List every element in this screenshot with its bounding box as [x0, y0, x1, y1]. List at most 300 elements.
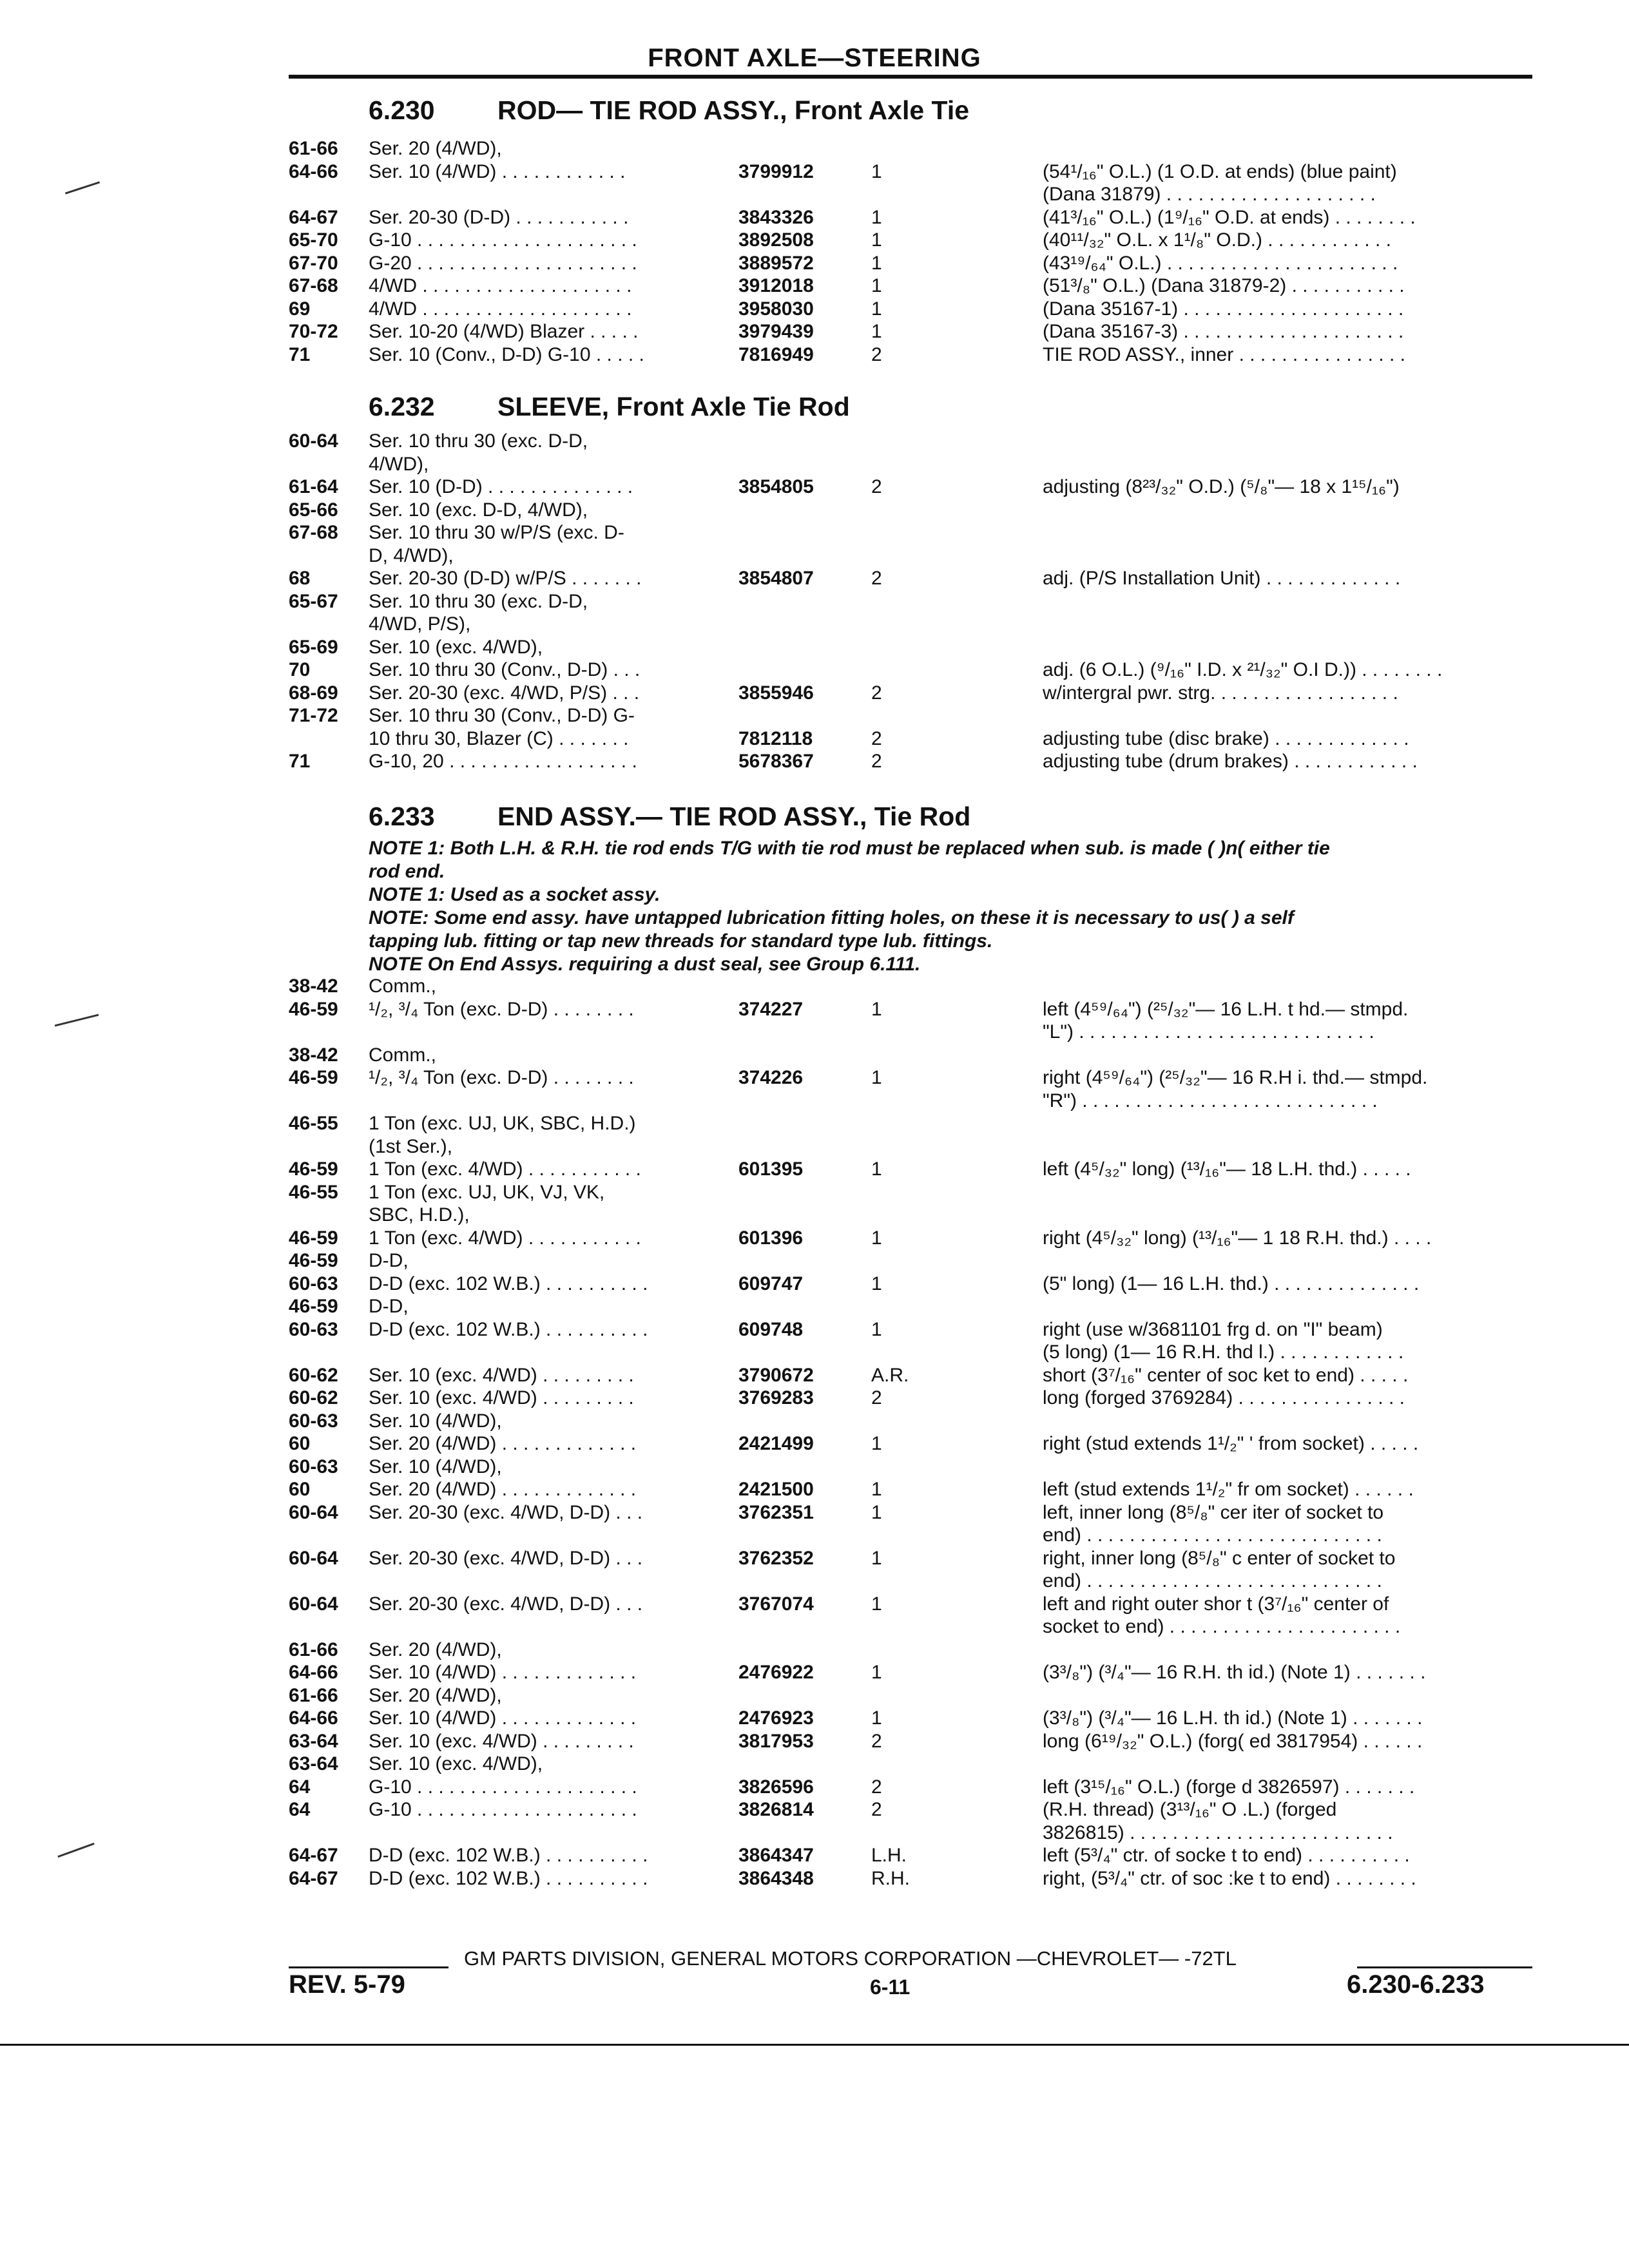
row-remarks: (R.H. thread) (3¹³/₁₆" O .L.) (forged: [1043, 1799, 1337, 1820]
row-remarks: "L") . . . . . . . . . . . . . . . . . . . . . . . . . . . .: [1043, 1021, 1374, 1043]
row-years: 64: [289, 1799, 311, 1820]
table-row: [0, 430, 1629, 454]
row-quantity: 1: [871, 1433, 882, 1454]
row-years: 71-72: [289, 705, 338, 726]
row-part-number: 3912018: [738, 275, 814, 296]
row-years: 67-68: [289, 275, 338, 296]
row-description: 4/WD),: [369, 453, 429, 475]
table-row: [0, 1341, 1629, 1365]
row-years: 64-66: [289, 160, 338, 182]
table-row: [0, 184, 1629, 207]
row-years: 64-67: [289, 1867, 338, 1889]
row-years: 60-63: [289, 1318, 338, 1340]
row-description: Ser. 20-30 (exc. 4/WD, P/S) . . .: [369, 682, 640, 704]
table-row: [0, 1845, 1629, 1868]
row-years: 61-66: [289, 138, 338, 159]
table-row: [0, 161, 1629, 184]
table-row: [0, 1502, 1629, 1525]
row-description: Ser. 10 thru 30 (Conv., D-D) . . .: [369, 659, 641, 680]
row-description: Ser. 20 (4/WD),: [369, 1684, 502, 1706]
row-remarks: (3³/₈") (³/₄"— 16 L.H. th id.) (Note 1) . . . . . . .: [1043, 1707, 1423, 1729]
row-quantity: 2: [871, 751, 882, 772]
row-years: 61-66: [289, 1639, 338, 1660]
section-heading-6-230: [369, 95, 969, 126]
row-years: 67-70: [289, 252, 338, 274]
table-row: [0, 253, 1629, 276]
row-years: 64-66: [289, 1662, 338, 1683]
row-remarks: adj. (P/S Installation Unit) . . . . . . . . . . . . .: [1043, 568, 1401, 589]
row-part-number: 2421499: [738, 1433, 814, 1454]
section-heading-6-233: [369, 802, 970, 832]
row-remarks: (40¹¹/₃₂" O.L. x 1¹/₈" O.D.) . . . . . . . . . . . .: [1043, 229, 1392, 251]
row-years: 65-70: [289, 229, 338, 251]
row-description: Ser. 10 (D-D) . . . . . . . . . . . . . .: [369, 476, 633, 497]
section-heading-6-232: [369, 392, 850, 422]
row-part-number: 3889572: [738, 252, 814, 274]
row-years: 46-59: [289, 998, 338, 1020]
row-description: Ser. 20-30 (exc. 4/WD, D-D) . . .: [369, 1593, 643, 1615]
table-row: [0, 476, 1629, 499]
row-quantity: 1: [871, 1662, 882, 1683]
row-years: 60-64: [289, 1593, 338, 1615]
row-remarks: (5" long) (1— 16 L.H. thd.) . . . . . . . . . . . . . .: [1043, 1273, 1420, 1294]
row-quantity: 1: [871, 229, 882, 251]
row-part-number: 3767074: [738, 1593, 814, 1615]
row-part-number: 374226: [738, 1067, 804, 1088]
table-row: [0, 1753, 1629, 1776]
row-remarks: end) . . . . . . . . . . . . . . . . . . . . . . . . . . . .: [1043, 1570, 1382, 1591]
table-row: [0, 138, 1629, 161]
row-remarks: "R") . . . . . . . . . . . . . . . . . . . . . . . . . . . .: [1043, 1090, 1378, 1111]
row-description: Comm.,: [369, 1044, 436, 1066]
row-years: 67-68: [289, 522, 338, 543]
table-row: [0, 1090, 1629, 1113]
row-remarks: right (stud extends 1¹/₂" ' from socket) . . . . .: [1043, 1433, 1419, 1454]
row-years: 38-42: [289, 1044, 338, 1066]
row-remarks: right, (5³/₄" ctr. of soc :ke t to end) . . . . . . . .: [1043, 1867, 1416, 1889]
row-part-number: 374227: [738, 998, 804, 1020]
table-row: [0, 999, 1629, 1022]
row-description: Comm.,: [369, 975, 436, 997]
row-years: 64-66: [289, 1707, 338, 1729]
row-part-number: 601396: [738, 1227, 804, 1249]
row-remarks: left (3¹⁵/₁₆" O.L.) (forge d 3826597) . . . . . . .: [1043, 1776, 1415, 1798]
row-years: 69: [289, 298, 311, 320]
row-description: G-10, 20 . . . . . . . . . . . . . . . . . .: [369, 751, 637, 772]
row-remarks: adj. (6 O.L.) (⁹/₁₆" I.D. x ²¹/₃₂" O.I D.)) . . . . . . . .: [1043, 659, 1443, 680]
row-description: Ser. 10 (4/WD) . . . . . . . . . . . . .: [369, 1707, 637, 1729]
row-remarks: (3³/₈") (³/₄"— 16 R.H. th id.) (Note 1) . . . . . . .: [1043, 1662, 1426, 1683]
row-years: 60-62: [289, 1387, 338, 1408]
row-remarks: left (4⁵⁹/₆₄") (²⁵/₃₂"— 16 L.H. t hd.— stmpd.: [1043, 998, 1409, 1020]
row-part-number: 609747: [738, 1273, 804, 1294]
table-row: [0, 1158, 1629, 1182]
row-remarks: (5 long) (1— 16 R.H. thd l.) . . . . . . . . . . . .: [1043, 1341, 1404, 1363]
footer-rule-right: [1357, 1966, 1532, 1968]
section-number: 6.230: [369, 95, 435, 125]
row-description: Ser. 10 thru 30 (Conv., D-D) G-: [369, 705, 635, 726]
row-part-number: 3769283: [738, 1387, 814, 1408]
row-description: Ser. 10 thru 30 (exc. D-D,: [369, 590, 588, 612]
row-description: Ser. 20 (4/WD) . . . . . . . . . . . . .: [369, 1479, 637, 1500]
row-description: D-D (exc. 102 W.B.) . . . . . . . . . .: [369, 1273, 648, 1294]
row-quantity: 1: [871, 1593, 882, 1615]
table-row: [0, 751, 1629, 774]
row-remarks: left, inner long (8⁵/₈" cer iter of socket to: [1043, 1501, 1384, 1523]
table-row: [0, 1136, 1629, 1159]
row-part-number: 7812118: [738, 727, 813, 749]
row-remarks: (Dana 31879) . . . . . . . . . . . . . . . . . . . .: [1043, 184, 1376, 205]
row-quantity: 1: [871, 1707, 882, 1729]
table-row: [0, 659, 1629, 682]
row-remarks: long (6¹⁹/₃₂" O.L.) (forg( ed 3817954) . . . . . .: [1043, 1730, 1423, 1752]
row-description: Ser. 20 (4/WD),: [369, 138, 502, 159]
row-years: 38-42: [289, 975, 338, 997]
row-description: Ser. 20 (4/WD) . . . . . . . . . . . . .: [369, 1433, 637, 1454]
section-note: NOTE 1: Used as a socket assy.: [369, 884, 660, 905]
row-quantity: 1: [871, 1158, 882, 1180]
row-description: 4/WD, P/S),: [369, 613, 471, 635]
table-row: [0, 705, 1629, 728]
row-description: Ser. 20-30 (exc. 4/WD, D-D) . . .: [369, 1547, 643, 1569]
row-description: 4/WD . . . . . . . . . . . . . . . . . . . .: [369, 298, 632, 320]
row-description: 4/WD . . . . . . . . . . . . . . . . . . . .: [369, 275, 632, 296]
row-description: G-20 . . . . . . . . . . . . . . . . . . . . .: [369, 252, 637, 274]
row-part-number: 3864348: [738, 1867, 814, 1889]
row-years: 46-55: [289, 1113, 338, 1134]
row-remarks: left (5³/₄" ctr. of socke t to end) . . . . . . . . . .: [1043, 1845, 1410, 1866]
row-years: 60: [289, 1433, 311, 1454]
row-years: 60-63: [289, 1273, 338, 1294]
table-row: [0, 1067, 1629, 1090]
table-row: [0, 1204, 1629, 1227]
table-row: [0, 1524, 1629, 1548]
row-remarks: short (3⁷/₁₆" center of soc ket to end) . . . . .: [1043, 1364, 1409, 1386]
row-years: 60-64: [289, 1501, 338, 1523]
row-quantity: 1: [871, 206, 882, 228]
row-years: 64: [289, 1776, 311, 1798]
row-quantity: 2: [871, 1799, 882, 1820]
row-part-number: 3979439: [738, 321, 814, 342]
row-part-number: 3958030: [738, 298, 814, 320]
row-years: 60-63: [289, 1456, 338, 1477]
row-quantity: 2: [871, 1730, 882, 1752]
row-description: 1 Ton (exc. 4/WD) . . . . . . . . . . .: [369, 1158, 641, 1180]
row-description: G-10 . . . . . . . . . . . . . . . . . . . . .: [369, 1776, 637, 1798]
table-row: [0, 1822, 1629, 1845]
row-remarks: left (4⁵/₃₂" long) (¹³/₁₆"— 18 L.H. thd.) . . . . .: [1043, 1158, 1411, 1180]
table-row: [0, 1868, 1629, 1891]
row-part-number: 3864347: [738, 1845, 814, 1866]
row-quantity: 2: [871, 1387, 882, 1408]
table-row: [0, 1707, 1629, 1731]
row-remarks: left and right outer shor t (3⁷/₁₆" center of: [1043, 1593, 1389, 1615]
footer-publisher: GM PARTS DIVISION, GENERAL MOTORS CORPORATION —CHEVROLET— -72TL: [464, 1947, 1237, 1970]
row-quantity: 1: [871, 1067, 882, 1088]
row-description: Ser. 10 thru 30 (exc. D-D,: [369, 430, 588, 452]
table-row: [0, 1387, 1629, 1410]
row-part-number: 7816949: [738, 343, 814, 365]
table-row: [0, 1296, 1629, 1319]
row-years: 65-69: [289, 636, 338, 658]
table-row: [0, 1548, 1629, 1571]
row-description: Ser. 10 thru 30 w/P/S (exc. D-: [369, 522, 624, 543]
row-quantity: 1: [871, 1479, 882, 1500]
row-quantity: 1: [871, 1547, 882, 1569]
row-description: Ser. 20-30 (D-D) w/P/S . . . . . . .: [369, 568, 642, 589]
row-years: 61-64: [289, 476, 338, 497]
row-part-number: 3855946: [738, 682, 814, 704]
table-row: [0, 1182, 1629, 1205]
row-quantity: 1: [871, 1318, 882, 1340]
row-description: Ser. 10 (4/WD),: [369, 1410, 502, 1432]
row-quantity: A.R.: [871, 1364, 909, 1386]
row-years: 61-66: [289, 1684, 338, 1706]
section-number: 6.232: [369, 392, 435, 421]
row-description: ¹/₂, ³/₄ Ton (exc. D-D) . . . . . . . .: [369, 1067, 634, 1088]
row-years: 68: [289, 568, 311, 589]
row-years: 46-55: [289, 1181, 338, 1203]
row-remarks: TIE ROD ASSY., inner . . . . . . . . . . . . . . . .: [1043, 343, 1405, 365]
table-row: [0, 1227, 1629, 1251]
table-row: [0, 1021, 1629, 1044]
row-description: D-D,: [369, 1250, 409, 1271]
table-row: [0, 1616, 1629, 1639]
row-quantity: L.H.: [871, 1845, 907, 1866]
row-part-number: 609748: [738, 1318, 804, 1340]
table-row: [0, 1639, 1629, 1662]
row-part-number: 3762352: [738, 1547, 814, 1569]
row-description: Ser. 10 (4/WD) . . . . . . . . . . . .: [369, 160, 626, 182]
section-title: SLEEVE, Front Axle Tie Rod: [497, 392, 850, 421]
row-description: 1 Ton (exc. UJ, UK, SBC, H.D.): [369, 1113, 636, 1134]
row-remarks: w/intergral pwr. strg. . . . . . . . . . . . . . . . . .: [1043, 682, 1398, 704]
row-description: Ser. 10 (4/WD) . . . . . . . . . . . . .: [369, 1662, 637, 1683]
table-row: [0, 975, 1629, 999]
footer-revision: REV. 5-79: [289, 1970, 405, 1999]
row-years: 60-62: [289, 1364, 338, 1386]
row-years: 64-67: [289, 1845, 338, 1866]
row-quantity: 1: [871, 321, 882, 342]
footer-page-number: 6-11: [870, 1975, 911, 1999]
row-remarks: socket to end) . . . . . . . . . . . . . . . . . . . . . .: [1043, 1616, 1401, 1637]
table-row: [0, 1433, 1629, 1456]
footer-rule-left: [289, 1966, 448, 1968]
row-years: 46-59: [289, 1158, 338, 1180]
row-part-number: 2476923: [738, 1707, 814, 1729]
row-remarks: (54¹/₁₆" O.L.) (1 O.D. at ends) (blue paint): [1043, 160, 1397, 182]
row-part-number: 3817953: [738, 1730, 814, 1752]
row-description: D-D (exc. 102 W.B.) . . . . . . . . . .: [369, 1318, 648, 1340]
row-description: Ser. 10 (exc. 4/WD) . . . . . . . . .: [369, 1387, 634, 1408]
row-years: 64-67: [289, 206, 338, 228]
row-description: D-D (exc. 102 W.B.) . . . . . . . . . .: [369, 1867, 648, 1889]
row-part-number: 3854805: [738, 476, 814, 497]
row-years: 71: [289, 343, 311, 365]
row-quantity: 2: [871, 476, 882, 497]
table-row: [0, 682, 1629, 706]
table-row: [0, 275, 1629, 298]
table-row: [0, 1685, 1629, 1708]
row-years: 70: [289, 659, 311, 680]
row-description: 1 Ton (exc. 4/WD) . . . . . . . . . . .: [369, 1227, 641, 1249]
table-row: [0, 728, 1629, 751]
row-years: 68-69: [289, 682, 338, 704]
row-years: 60-64: [289, 1547, 338, 1569]
row-remarks: end) . . . . . . . . . . . . . . . . . . . . . . . . . . . .: [1043, 1524, 1382, 1546]
row-description: G-10 . . . . . . . . . . . . . . . . . . . . .: [369, 1799, 637, 1820]
row-description: Ser. 10 (Conv., D-D) G-10 . . . . .: [369, 343, 644, 365]
row-description: (1st Ser.),: [369, 1135, 453, 1157]
row-description: 1 Ton (exc. UJ, UK, VJ, VK,: [369, 1181, 605, 1203]
row-quantity: 1: [871, 1273, 882, 1294]
table-row: [0, 1776, 1629, 1800]
table-row: [0, 1570, 1629, 1593]
table-row: [0, 298, 1629, 322]
table-row: [0, 568, 1629, 591]
table-row: [0, 1662, 1629, 1685]
row-remarks: right (use w/3681101 frg d. on "I" beam): [1043, 1318, 1383, 1340]
row-quantity: R.H.: [871, 1867, 910, 1889]
section-number: 6.233: [369, 802, 435, 831]
row-years: 65-66: [289, 499, 338, 521]
row-part-number: 3843326: [738, 206, 814, 228]
row-part-number: 3826596: [738, 1776, 814, 1798]
table-row: [0, 1456, 1629, 1479]
row-remarks: left (stud extends 1¹/₂" fr om socket) . . . . . .: [1043, 1479, 1414, 1500]
table-row: [0, 229, 1629, 253]
table-row: [0, 591, 1629, 614]
row-quantity: 2: [871, 682, 882, 704]
row-quantity: 1: [871, 1501, 882, 1523]
table-row: [0, 1044, 1629, 1068]
row-quantity: 2: [871, 1776, 882, 1798]
row-quantity: 2: [871, 727, 882, 749]
row-part-number: 2476922: [738, 1662, 814, 1683]
table-row: [0, 1319, 1629, 1342]
row-years: 60-64: [289, 430, 338, 452]
row-part-number: 3854807: [738, 568, 814, 589]
row-quantity: 1: [871, 998, 882, 1020]
section-note: rod end.: [369, 861, 445, 882]
row-description: Ser. 10 (4/WD),: [369, 1456, 502, 1477]
table-row: [0, 637, 1629, 660]
row-description: Ser. 10 (exc. 4/WD) . . . . . . . . .: [369, 1364, 634, 1386]
row-part-number: 3790672: [738, 1364, 814, 1386]
row-part-number: 3762351: [738, 1501, 814, 1523]
table-row: [0, 1113, 1629, 1136]
row-years: 46-59: [289, 1296, 338, 1317]
row-part-number: 5678367: [738, 751, 814, 772]
row-remarks: adjusting (8²³/₃₂" O.D.) (⁵/₈"— 18 x 1¹⁵/₁₆"): [1043, 476, 1400, 497]
section-title: ROD— TIE ROD ASSY., Front Axle Tie: [497, 95, 970, 125]
row-remarks: right (4⁵/₃₂" long) (¹³/₁₆"— 1 18 R.H. thd.) . . . .: [1043, 1227, 1432, 1249]
row-quantity: 2: [871, 568, 882, 589]
table-row: [0, 1273, 1629, 1296]
row-quantity: 1: [871, 275, 882, 296]
row-years: 60-63: [289, 1410, 338, 1432]
row-part-number: 2421500: [738, 1479, 814, 1500]
row-remarks: adjusting tube (drum brakes) . . . . . . . . . . . .: [1043, 751, 1418, 772]
table-row: [0, 207, 1629, 230]
row-description: Ser. 10 (exc. 4/WD) . . . . . . . . .: [369, 1730, 634, 1752]
row-remarks: (Dana 35167-3) . . . . . . . . . . . . . . . . . . . . .: [1043, 321, 1404, 342]
row-remarks: (43¹⁹/₆₄" O.L.) . . . . . . . . . . . . . . . . . . . . . .: [1043, 252, 1398, 274]
table-row: [0, 1799, 1629, 1822]
table-row: [0, 454, 1629, 477]
page-header-title: FRONT AXLE—STEERING: [648, 44, 981, 72]
table-row: [0, 344, 1629, 367]
table-row: [0, 1410, 1629, 1434]
row-years: 63-64: [289, 1730, 338, 1752]
row-years: 71: [289, 751, 311, 772]
table-row: [0, 1593, 1629, 1617]
table-row: [0, 1479, 1629, 1502]
row-description: ¹/₂, ³/₄ Ton (exc. D-D) . . . . . . . .: [369, 998, 634, 1020]
row-description: Ser. 10 (exc. 4/WD),: [369, 636, 543, 658]
row-remarks: 3826815) . . . . . . . . . . . . . . . . . . . . . . . . .: [1043, 1821, 1393, 1843]
section-note: tapping lub. fitting or tap new threads for standard type lub. fittings.: [369, 930, 993, 952]
row-remarks: right, inner long (8⁵/₈" c enter of socket to: [1043, 1547, 1396, 1569]
row-remarks: (Dana 35167-1) . . . . . . . . . . . . . . . . . . . . .: [1043, 298, 1404, 320]
row-remarks: adjusting tube (disc brake) . . . . . . . . . . . . .: [1043, 727, 1409, 749]
row-part-number: 3826814: [738, 1799, 814, 1820]
row-years: 46-59: [289, 1067, 338, 1088]
header-rule: [289, 75, 1532, 79]
row-years: 65-67: [289, 590, 338, 612]
table-row: [0, 1731, 1629, 1754]
row-years: 70-72: [289, 321, 338, 342]
row-part-number: 601395: [738, 1158, 804, 1180]
row-remarks: long (forged 3769284) . . . . . . . . . . . . . . . .: [1043, 1387, 1405, 1408]
table-row: [0, 1365, 1629, 1388]
row-remarks: (51³/₈" O.L.) (Dana 31879-2) . . . . . . . . . . .: [1043, 275, 1405, 296]
row-quantity: 1: [871, 160, 882, 182]
row-description: Ser. 20 (4/WD),: [369, 1639, 502, 1660]
row-part-number: 3799912: [738, 160, 814, 182]
row-quantity: 2: [871, 343, 882, 365]
section-title: END ASSY.— TIE ROD ASSY., Tie Rod: [497, 802, 971, 831]
table-row: [0, 321, 1629, 344]
row-part-number: 3892508: [738, 229, 814, 251]
row-description: Ser. 20-30 (exc. 4/WD, D-D) . . .: [369, 1501, 643, 1523]
row-description: SBC, H.D.),: [369, 1204, 470, 1225]
row-description: Ser. 20-30 (D-D) . . . . . . . . . . .: [369, 206, 629, 228]
row-description: Ser. 10 (exc. 4/WD),: [369, 1753, 543, 1774]
row-description: D-D (exc. 102 W.B.) . . . . . . . . . .: [369, 1845, 648, 1866]
section-note: NOTE On End Assys. requiring a dust seal, see Group 6.111.: [369, 954, 921, 975]
section-note: NOTE: Some end assy. have untapped lubrication fitting holes, on these it is necessary to us( ) a self: [369, 907, 1294, 928]
table-row: [0, 522, 1629, 545]
table-row: [0, 499, 1629, 523]
table-row: [0, 1250, 1629, 1273]
footer-section-range: 6.230-6.233: [1347, 1970, 1485, 1999]
row-description: D, 4/WD),: [369, 544, 454, 566]
table-row: [0, 545, 1629, 568]
row-description: Ser. 10 (exc. D-D, 4/WD),: [369, 499, 588, 521]
row-years: 63-64: [289, 1753, 338, 1774]
row-years: 46-59: [289, 1227, 338, 1249]
row-years: 46-59: [289, 1250, 338, 1271]
row-quantity: 1: [871, 252, 882, 274]
row-quantity: 1: [871, 298, 882, 320]
section-note: NOTE 1: Both L.H. & R.H. tie rod ends T/G with tie rod must be replaced when sub. is made ( )n( either tie: [369, 838, 1330, 859]
row-description: 10 thru 30, Blazer (C) . . . . . . .: [369, 727, 629, 749]
row-remarks: (41³/₁₆" O.L.) (1⁹/₁₆" O.D. at ends) . . . . . . . .: [1043, 206, 1416, 228]
bottom-rule: [0, 2044, 1629, 2046]
row-description: G-10 . . . . . . . . . . . . . . . . . . . . .: [369, 229, 637, 251]
row-years: 60: [289, 1479, 311, 1500]
